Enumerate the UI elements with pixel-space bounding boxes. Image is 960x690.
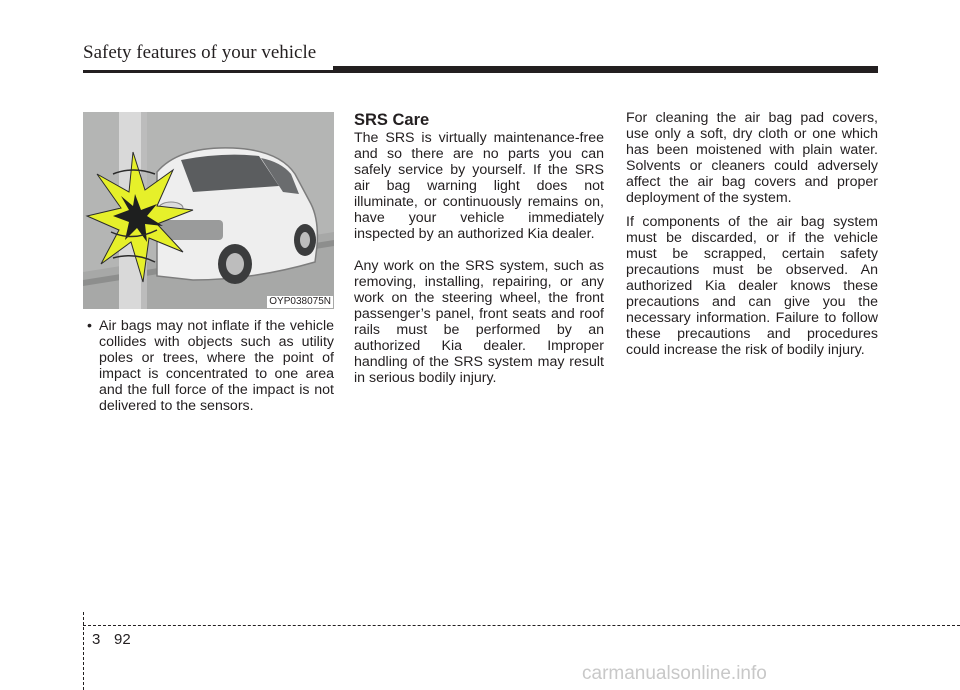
watermark: carmanualsonline.info xyxy=(582,663,767,684)
column-middle xyxy=(354,110,604,386)
page-header-title: Safety features of your vehicle xyxy=(83,42,317,63)
column-left xyxy=(83,318,334,414)
header-bar xyxy=(333,66,878,72)
footer-chapter-number: 3 xyxy=(92,631,101,648)
srs-care-paragraph-1: The SRS is virtually maintenance-free and so there are no parts you can safely service by yourself. If the SRS air bag warning light does not illuminate, or continuously remains on, have your vehicle immediately inspected by an authorized Kia dealer. xyxy=(354,130,604,242)
footer-vertical-rule xyxy=(83,612,84,690)
bullet-text: Air bags may not inflate if the vehicle collides with objects such as utility poles or trees, where the point of impact is concentrated to one area and the full force of the impact is not delivered to the sensors. xyxy=(99,318,334,414)
illustration-vehicle-pole-impact xyxy=(83,112,334,309)
footer-rule xyxy=(83,625,960,626)
figure-code: OYP038075N xyxy=(269,296,331,307)
column-right xyxy=(626,110,878,358)
footer-page-number: 92 xyxy=(114,631,131,648)
vehicle-pole-illustration xyxy=(83,112,334,309)
section-heading-srs-care: SRS Care xyxy=(354,111,430,129)
bullet-item xyxy=(83,318,334,414)
cleaning-paragraph: For cleaning the air bag pad covers, use only a soft, dry cloth or one which has been moistened with plain water. Solvents or cleaners could adversely affect the air bag covers and proper deployment of the system. xyxy=(626,110,878,206)
disposal-paragraph: If components of the air bag system must be discarded, or if the vehicle must be scrapped, certain safety precautions must be observed. An authorized Kia dealer knows these precautions and can give you the necessary information. Failure to follow these precautions and procedures could increase the risk of bodily injury. xyxy=(626,214,878,358)
bullet-marker: • xyxy=(87,318,92,334)
srs-care-paragraph-2: Any work on the SRS system, such as removing, installing, repairing, or any work on the steering wheel, the front passenger’s panel, front seats and roof rails must be performed by an authorized Kia dealer. Improper handling of the SRS system may result in serious bodily injury. xyxy=(354,258,604,386)
